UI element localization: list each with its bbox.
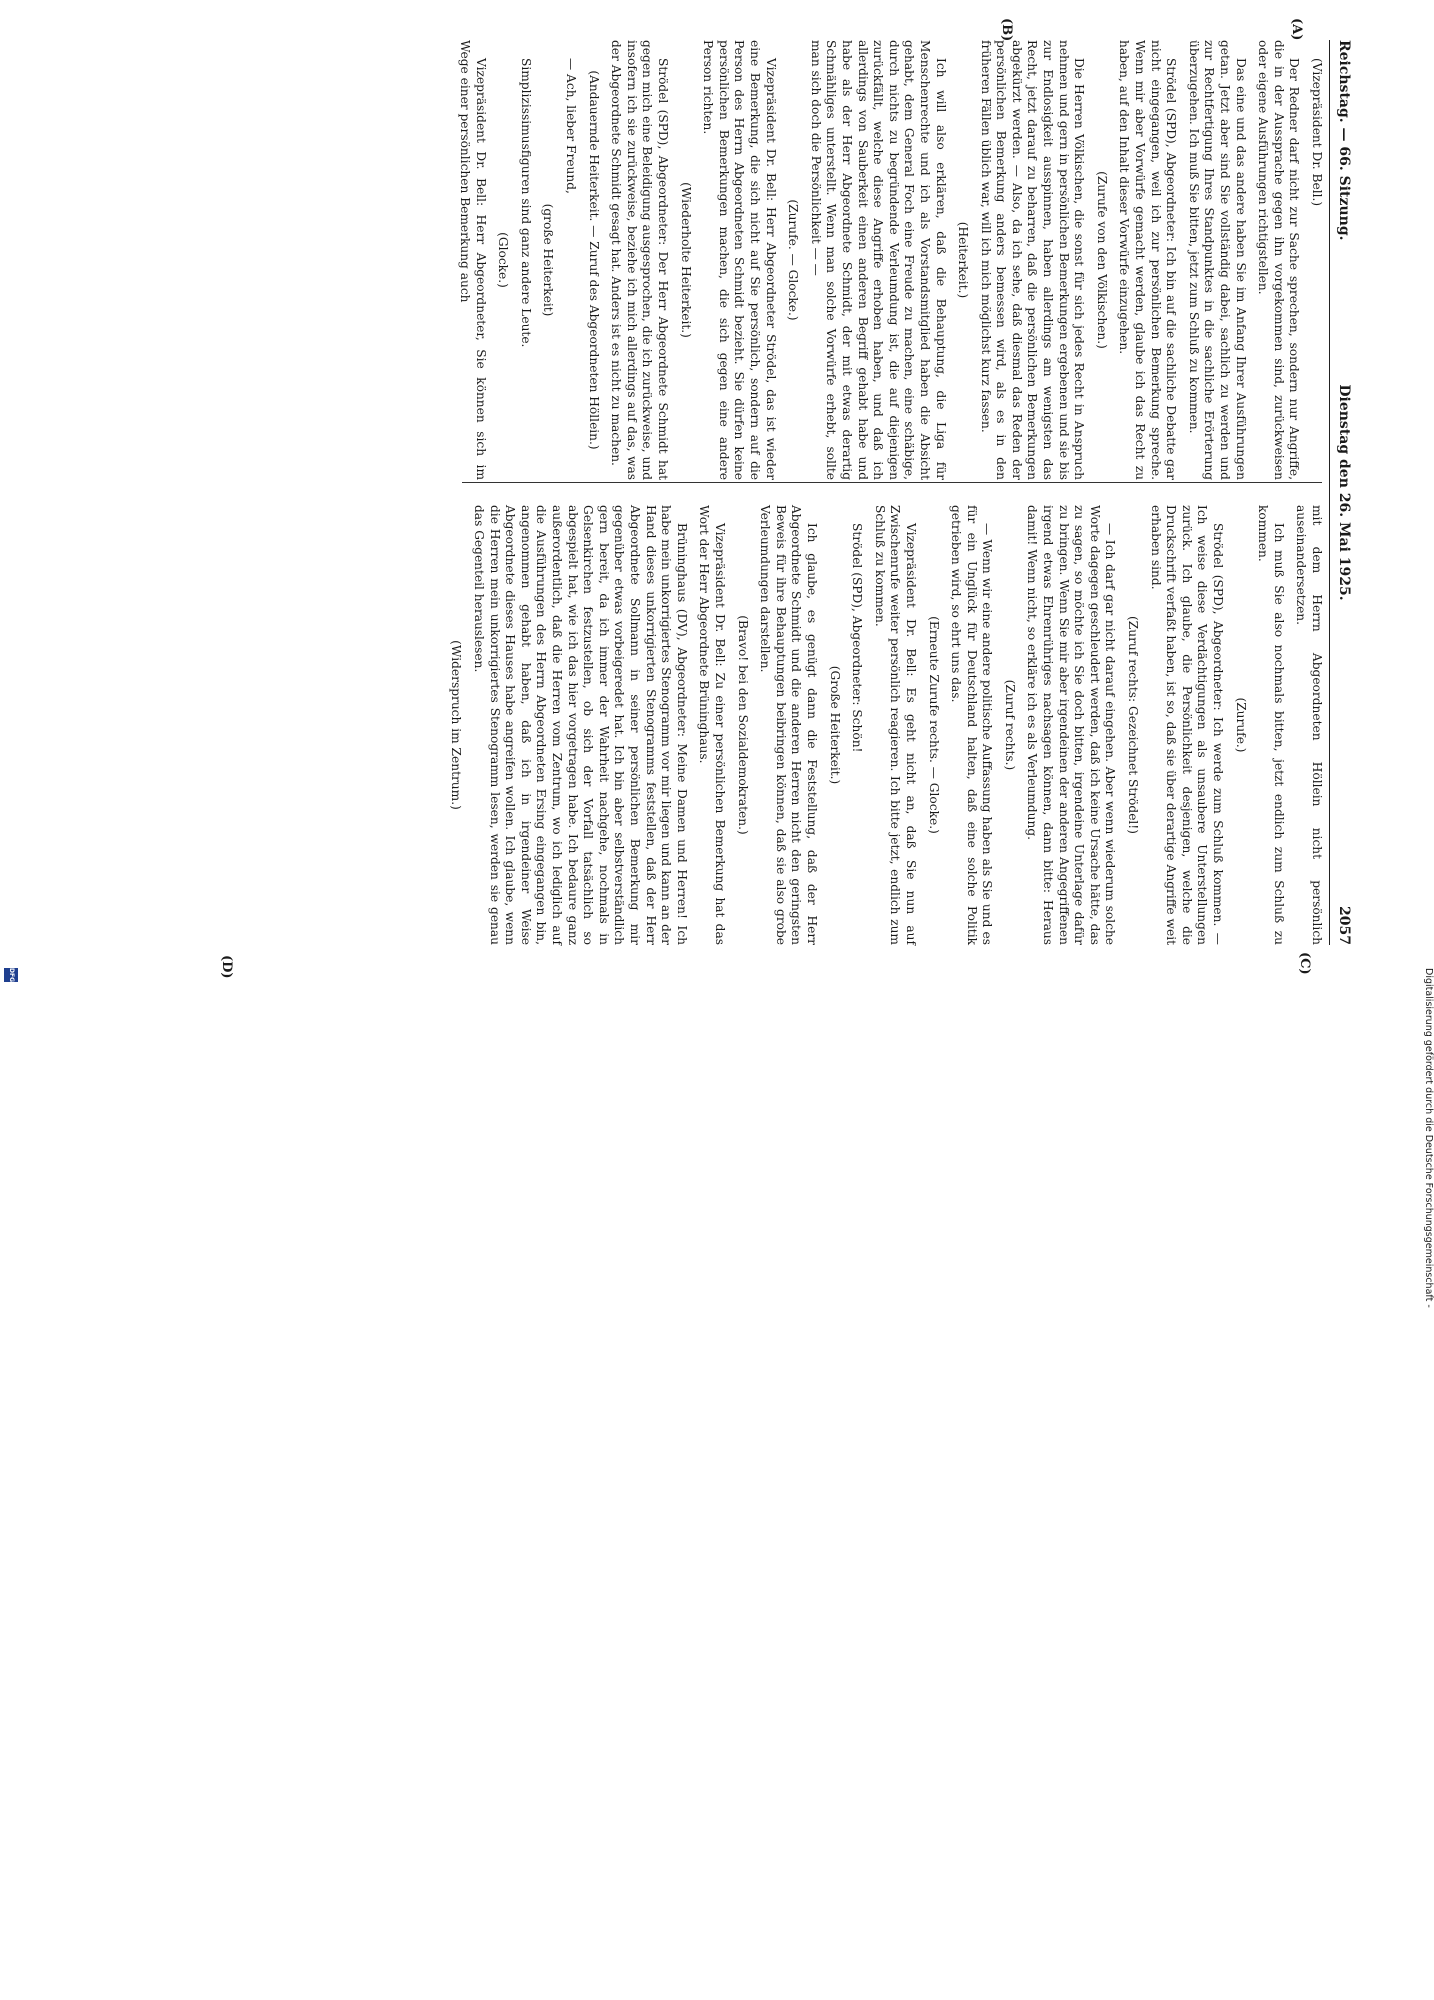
right-column bbox=[441, 505, 1324, 945]
speaker-paragraph: Strödel (SPD), Abgeordneter: Ich werde zum Schluß kommen. — Ich weise diese Verdächtigungen als unsaubere Unterstellungen zurück. Ich glaube, die Persönlichkeit desjenigen, welche die Druckschrift verfaßt haben, ist so, daß sie über derartige Angriffe weit erhaben sind. bbox=[1148, 505, 1226, 945]
left-column bbox=[450, 40, 1325, 480]
stage-direction: (Zuruf rechts.) bbox=[1002, 679, 1017, 771]
paragraph: Ich glaube, es genügt dann die Feststellung, daß der Herr Abgeordnete Schmidt und die anderen Herren nicht den geringsten Beweis für ihre Behauptungen beibringen können, daß sie also grobe Verleumdungen darstellen. bbox=[758, 505, 819, 945]
speaker-paragraph: Strödel (SPD), Abgeordneter: Schön! bbox=[850, 523, 865, 753]
speaker-paragraph: Vizepräsident Dr. Bell: Zu einer persönlichen Bemerkung hat das Wort der Herr Abgeordnete Brüninghaus. bbox=[697, 505, 727, 945]
stage-direction: (Zurufe von den Völkischen.) bbox=[1094, 171, 1109, 349]
paragraph: Das eine und das andere haben Sie im Anfang Ihrer Ausführungen getan. Jetzt aber sind Sie vollständig dabei, sachlich zu werden und zur Rechtfertigung Ihres Standpunktes in die sachliche Erörterung überzugehen. Ich muß Sie bitten, jetzt zum Schluß zu kommen. bbox=[1186, 40, 1248, 480]
margin-mark-d: (D) bbox=[219, 955, 234, 979]
stage-direction: (Bravo! bei den Sozialdemokraten.) bbox=[735, 615, 750, 835]
digitization-note-text: Digitalisierung gefördert durch die Deutsche Forschungsgemeinschaft - bbox=[1423, 968, 1434, 1308]
stage-direction: (Zurufe. — Glocke.) bbox=[786, 199, 801, 321]
paragraph: Ich muß Sie also nochmals bitten, jetzt endlich zum Schluß zu kommen. bbox=[1256, 505, 1286, 945]
speaker-paragraph: Strödel (SPD), Abgeordneter: Ich bin auf die sachliche Debatte gar nicht eingegangen, weil ich zur persönlichen Bemerkung spreche. Wenn mir aber Vorwürfe gemacht werden, glaube ich das Recht zu haben, auf den Inhalt dieser Vorwürfe einzugehen. bbox=[1117, 40, 1179, 480]
speaker-paragraph: Vizepräsident Dr. Bell: Es geht nicht an, daß Sie nun auf Zwischenrufe weiter persönlich reagieren. Ich bitte jetzt, endlich zum Schluß zu kommen. bbox=[872, 505, 918, 945]
paragraph: Simplizissimusfiguren sind ganz andere Leute. bbox=[518, 58, 533, 348]
stage-direction: (Widerspruch im Zentrum.) bbox=[449, 640, 464, 810]
margin-mark-a: (A) bbox=[1289, 18, 1304, 41]
stage-direction: (Andauernde Heiterkeit. — Zuruf des Abgeordneten Höllein.) bbox=[586, 70, 601, 450]
speaker-paragraph: Strödel (SPD), Abgeordneter: Der Herr Abgeordnete Schmidt hat gegen mich eine Beleidigung ausgesprochen, die ich zurückweise, und insofern ich sie zurückweise, beziehe ich mich allerdings auf das, was der Abgeordnete Schmidt gesagt hat. Anders ist es nicht zu machen. bbox=[609, 40, 671, 480]
header-date: Dienstag den 26. Mai 1925. bbox=[1336, 384, 1352, 601]
page-number: 2057 bbox=[1336, 906, 1352, 945]
paragraph: Ich will also erklären, daß die Behauptung, die Liga für Menschenrechte und ich als Vorstandsmitglied haben die Absicht gehabt, dem General Foch eine Freude zu machen, eine schäbige, durch nichts zu begründende Verleumdung ist, die auf diejenigen zurückfällt, welche diese Angriffe erhoben haben, und daß ich allerdings von Sauberkeit einen anderen Begriff gehabt habe und habe als der Herr Abgeordnete Schmidt, der mit etwas derartig Schmähliges unterstellt. Wenn man solche Vorwürfe erhebt, sollte man sich doch die Persönlichkeit — — bbox=[808, 40, 948, 480]
paragraph: — Ich darf gar nicht darauf eingehen. Aber wenn wiederum solche Worte dagegen geschleudert werden, daß ich keine Ursache hätte, das zu sagen, so möchte ich Sie doch bitten, irgendeine Unterlage dafür zu bringen. Wenn Sie mir aber irgendeinen der anderen Angegriffenen irgend etwas Ehrenrühriges nachsagen können, dann bitte: Heraus damit! Wenn nicht, so erkläre ich es als Verleumdung. bbox=[1025, 505, 1118, 945]
stage-direction: (Heiterkeit.) bbox=[956, 221, 971, 299]
stage-direction: (Zurufe.) bbox=[1233, 697, 1248, 753]
speaker-paragraph: Brüninghaus (DV), Abgeordneter: Meine Damen und Herren! Ich habe mein unkorrigiertes Stenogramm vor mir liegen und kann an der Hand dieses unkorrigierten Stenogramms feststellen, daß der Herr Abgeordnete Sollmann in seiner persönlichen Bemerkung mir gegenüber etwas vorbeigeredet hat. Ich bin aber selbstverständlich gern bereit, da ich immer der Wahrheit nachgehe, nochmals in Gelsenkirchen festzustellen, ob sich der Vorfall tatsächlich so abgespielt hat, wie ich das hier vorgetragen habe. Ich bedaure ganz außerordentlich, daß die Herren vom Zentrum, wo ich lediglich auf die Ausführungen des Herrn Abgeordneten Ersing eingegangen bin, angenommen gehabt haben, daß ich in irgendeiner Weise Abgeordnete dieses Hauses habe angreifen wollen. Ich glaube, wenn die Herren mein unkorrigiertes Stenogramm lesen, werden sie genau das Gegenteil herauslesen. bbox=[472, 505, 689, 945]
speaker-paragraph: Vizepräsident Dr. Bell: Herr Abgeordneter, Sie können sich im Wege einer persönlichen Bemerkung auch bbox=[458, 40, 488, 480]
dfg-logo: DFG bbox=[4, 968, 18, 982]
paragraph: Der Redner darf nicht zur Sache sprechen, sondern nur Angriffe, die in der Aussprache gegen ihn vorgekommen sind, zurückweisen oder eigene Ausführungen richtigstellen. bbox=[1256, 40, 1302, 480]
column-divider bbox=[462, 482, 1322, 483]
stage-direction: (Erneute Zurufe rechts. — Glocke.) bbox=[926, 616, 941, 834]
paragraph: Die Herren Völkischen, die sonst für sich jedes Recht in Anspruch nehmen und gern in persönlichen Bemerkungen ergebenen und sie bis zur Endlosigkeit ausspinnen, haben allerdings am wenigsten das Recht, jetzt darauf zu beharren, daß die persönlichen Bemerkungen abgekürzt werden. — Also, da ich sehe, daß diesmal das Reden der persönlichen Bemerkung anders bemessen wird, als es in den früheren Fällen üblich war, will ich mich möglichst kurz fassen. bbox=[978, 40, 1087, 480]
stage-direction: (Glocke.) bbox=[496, 232, 511, 288]
speaker-paragraph: Vizepräsident Dr. Bell: Herr Abgeordneter Strödel, das ist wieder eine Bemerkung, die sich nicht auf Sie persönlich, sondern auf die Person des Herrn Abgeordneten Schmidt bezieht. Sie dürfen keine persönlichen Bemerkungen machen, die sich gegen eine andere Person richten. bbox=[701, 40, 778, 480]
stage-direction: (Große Heiterkeit.) bbox=[827, 665, 842, 785]
paragraph: (Vizepräsident Dr. Bell.) bbox=[1310, 58, 1324, 207]
stage-direction: (Zuruf rechts: Gezeichnet Strödel!) bbox=[1126, 616, 1141, 834]
paragraph: mit dem Herrn Abgeordneten Höllein nicht persönlich auseinandersetzen. bbox=[1294, 505, 1324, 945]
paragraph: — Ach, lieber Freund, bbox=[564, 58, 579, 194]
paragraph: — Wenn wir eine andere politische Auffassung haben als Sie und es für ein Unglück für Deutschland halten, daß eine solche Politik getrieben wird, so ehrt uns das. bbox=[949, 505, 995, 945]
page-header bbox=[1329, 40, 1354, 945]
digitization-note bbox=[1420, 968, 1434, 2000]
header-session: Reichstag. — 66. Sitzung. bbox=[1336, 40, 1352, 241]
stage-direction: (große Heiterkeit) bbox=[541, 203, 556, 317]
stage-direction: (Wiederholte Heiterkeit.) bbox=[678, 182, 693, 338]
margin-mark-b: (B) bbox=[999, 18, 1014, 42]
margin-mark-c: (C) bbox=[1297, 952, 1312, 975]
